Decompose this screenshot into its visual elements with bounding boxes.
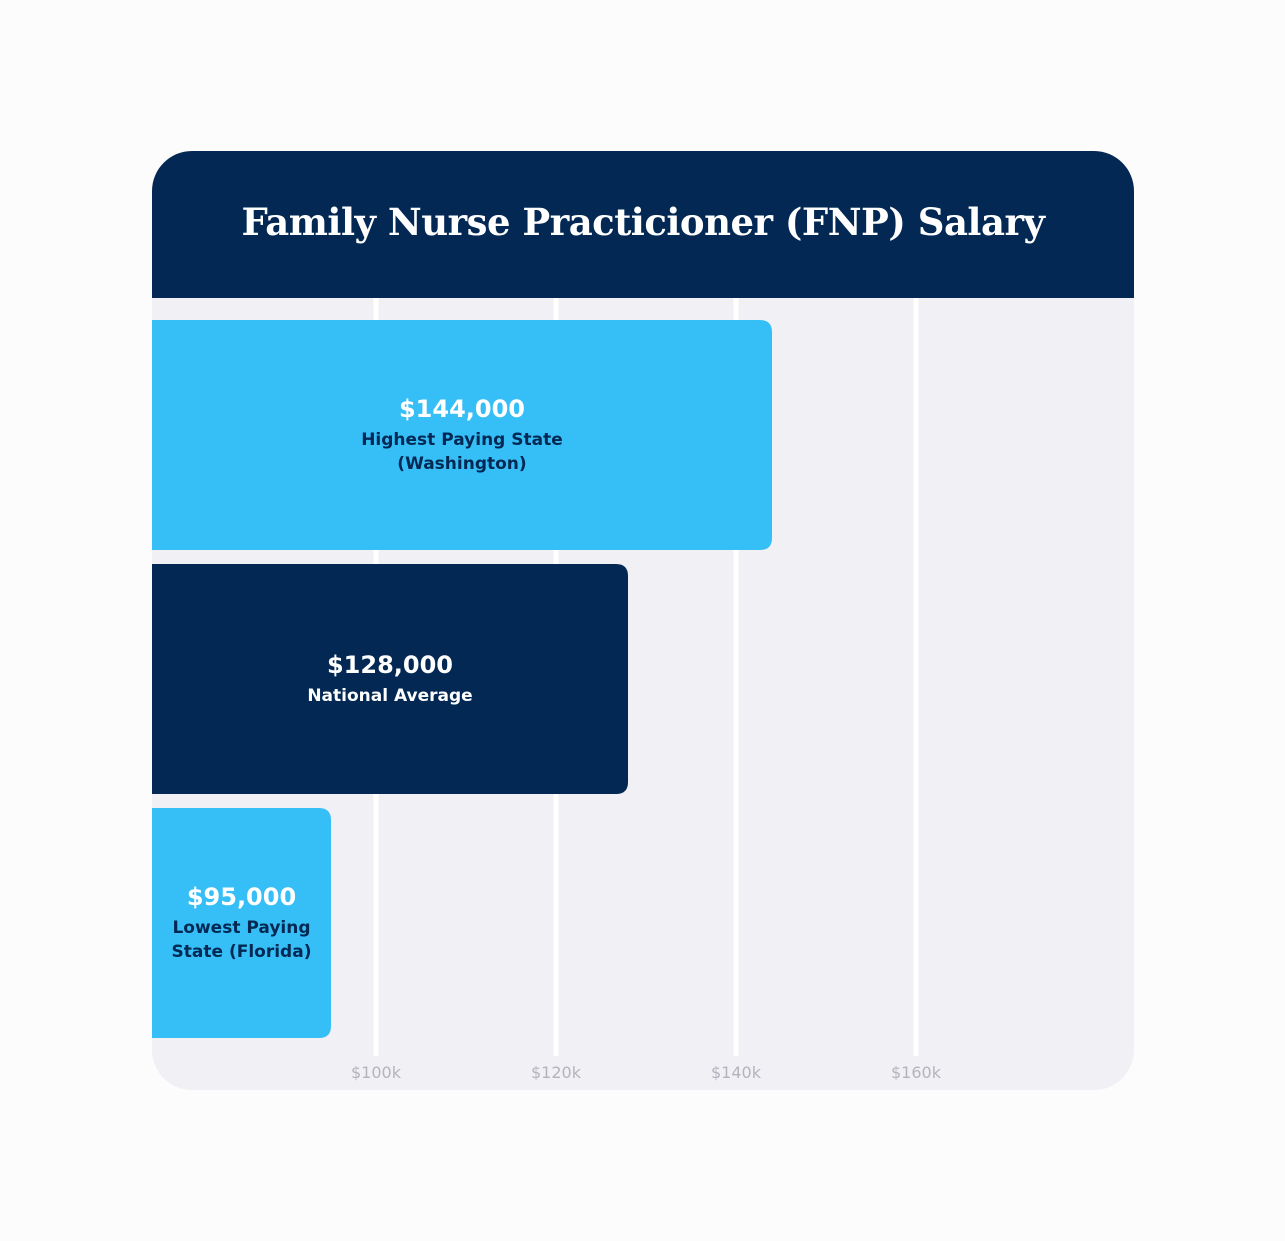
bar-value-label: $144,000 [398, 395, 525, 423]
bar-category-label: Highest Paying State (Washington) [361, 430, 563, 474]
bar-label-2 [152, 808, 331, 1038]
x-tick-label: $120k [531, 1063, 581, 1082]
bar-label-1 [152, 564, 628, 794]
bar-value-label: $95,000 [186, 883, 297, 911]
chart-title: Family Nurse Practicioner (FNP) Salary [241, 199, 1045, 244]
x-tick-label: $160k [891, 1063, 941, 1082]
bar-category-label: Lowest Paying State (Florida) [171, 918, 312, 962]
bar-category-label: National Average [307, 686, 473, 706]
x-tick-label: $100k [351, 1063, 401, 1082]
x-tick-label: $140k [711, 1063, 761, 1082]
chart-card [152, 151, 1134, 1090]
bar-label-0 [152, 320, 772, 550]
bar-value-label: $128,000 [326, 651, 453, 679]
chart-header [152, 151, 1134, 298]
